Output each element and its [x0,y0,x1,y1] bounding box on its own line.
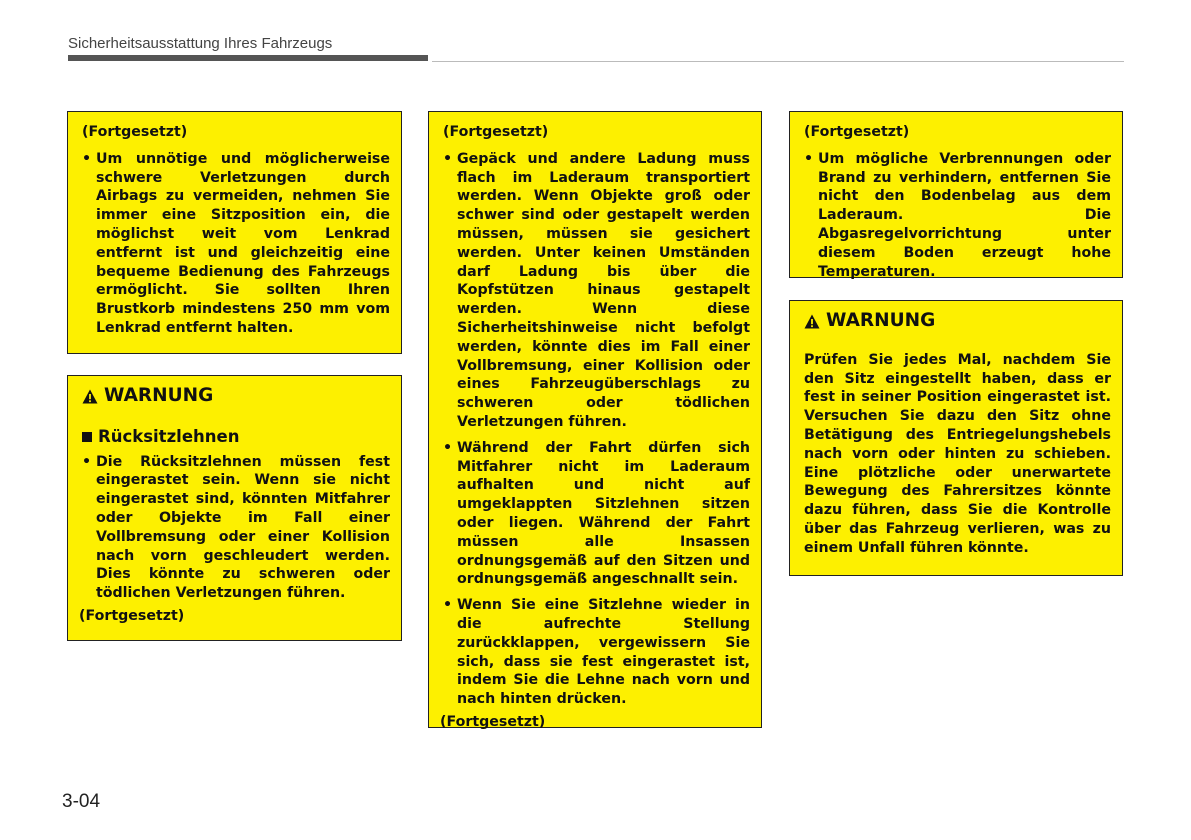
continued-label: (Fortgesetzt) [440,713,546,730]
bullet-item: • Während der Fahrt dürfen sich Mitfahrer nicht im Laderaum aufhalten und nicht auf umgeklappten Sitzlehnen sitzen oder liegen. Während der Fahrt müssen alle Insassen ordnungsgemäß auf den Sitzen und ordnungsgemäß angeschnallt sein. [443,439,750,589]
subheading [82,428,390,447]
bullet-item: • Gepäck und andere Ladung muss flach im Laderaum transportiert werden. Wenn Objekte groß oder schwer sind oder gestapelt werden müssen, müssen sie gesichert werden. Unter keinen Umständen darf Ladung bis über die Kopfstützen hinaus gestapelt werden. Wenn diese Sicherheitshinweise nicht befolgt werden, könnte dies im Fall einer Vollbremsung, einer Kollision oder eines Fahrzeugüberschlags zu schweren oder tödlichen Verletzungen führen. [443,150,750,432]
continued-label: (Fortgesetzt) [82,124,188,140]
bullet-item: • Um unnötige und möglicherweise schwere Verletzungen durch Airbags zu vermeiden, nehmen Sie immer eine Sitzposition ein, die möglichst weit vom Lenkrad entfernt ist und gleichzeitig eine bequeme Bedienung des Fahrzeugs ermöglicht. Sie sollten Ihren Brustkorb mindestens 250 mm vom Lenkrad entfernt halten. [82,150,390,338]
col3-continued-box [789,111,1123,278]
continued-label: (Fortgesetzt) [79,607,185,624]
bullet-list [443,150,750,709]
bullet-item: • Die Rücksitzlehnen müssen fest eingerastet sein. Wenn sie nicht eingerastet sind, könnten Mitfahrer oder Objekte im Fall einer Vollbremsung oder einer Kollision nach vorn geschleudert werden. Dies könnte zu schweren oder tödlichen Verletzungen führen. [82,453,390,603]
bullet-list [82,453,390,603]
page-number: 3-04 [62,791,101,812]
continued-label: (Fortgesetzt) [443,124,549,140]
continued-label: (Fortgesetzt) [804,124,910,140]
square-bullet-icon [82,432,92,442]
col2-continued-box [428,111,762,728]
subheading-text: Rücksitzlehnen [98,426,240,446]
col1-warning-box [67,375,402,641]
warning-paragraph: Prüfen Sie jedes Mal, nachdem Sie den Sitz eingestellt haben, dass er fest in seiner Position eingerastet ist. Versuchen Sie dazu den Sitz ohne Betätigung des Entriegelungshebels nach vorn oder hinten zu schieben. Eine plötzliche oder unerwartete Bewegung des Fahrersitzes könnte dazu führen, dass Sie die Kontrolle über das Fahrzeug verlieren, was zu einem Unfall führen könnte. [804,351,1111,556]
header-rule-thin [432,61,1124,62]
col3-warning-box [789,300,1123,576]
col1-continued-box [67,111,402,354]
header-rule-thick [68,55,428,61]
section-header: Sicherheitsausstattung Ihres Fahrzeugs [68,35,333,52]
bullet-list [804,150,1111,282]
warning-title: WARNUNG [826,310,936,331]
warning-title: WARNUNG [104,385,214,406]
warning-heading [804,312,1111,331]
bullet-list [82,150,390,338]
bullet-item: • Wenn Sie eine Sitzlehne wieder in die aufrechte Stellung zurückklappen, vergewissern Sie sich, dass sie fest eingerastet ist, indem Sie die Lehne nach vorn und nach hinten drücken. [443,596,750,709]
warning-triangle-icon [82,389,98,404]
bullet-item: • Um mögliche Verbrennungen oder Brand zu verhindern, entfernen Sie nicht den Bodenbelag aus dem Laderaum. Die Abgasregelvorrichtung unter diesem Boden erzeugt hohe Temperaturen. [804,150,1111,282]
warning-triangle-icon [804,314,820,329]
warning-heading [82,387,390,406]
